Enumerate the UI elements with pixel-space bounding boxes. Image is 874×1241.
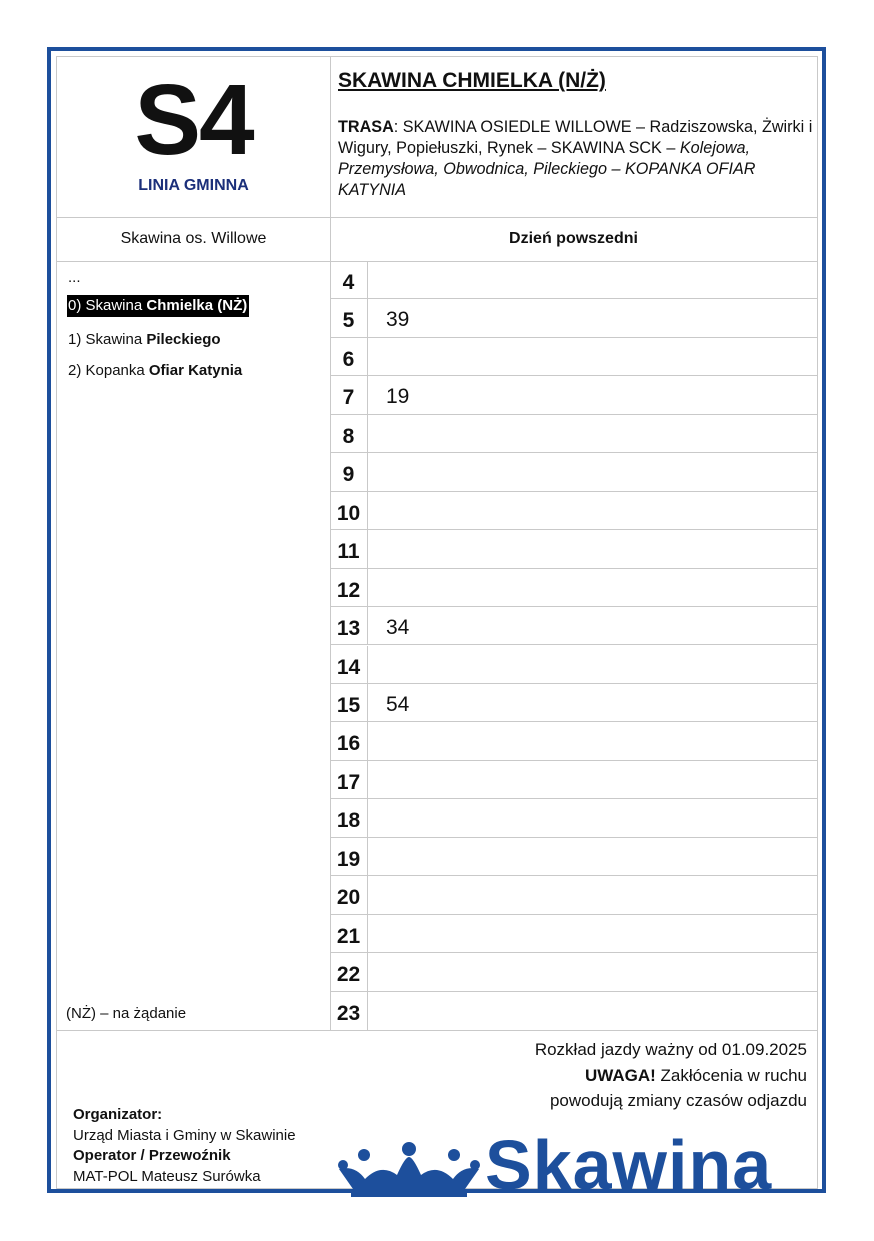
stop-name: Pileckiego <box>146 331 221 348</box>
timetable-row <box>330 799 817 837</box>
operator-name: MAT-POL Mateusz Surówka <box>73 1167 261 1185</box>
timetable-row <box>330 915 817 953</box>
hour-cell: 18 <box>330 799 368 836</box>
timetable-row <box>330 415 817 453</box>
stop-item <box>68 362 242 379</box>
hour-cell: 6 <box>330 338 368 375</box>
stop-item <box>68 331 221 348</box>
departure-table <box>330 261 817 1031</box>
timetable-row <box>330 299 817 337</box>
route-label: TRASA <box>338 118 394 136</box>
logo-text: Skawina <box>485 1126 773 1204</box>
warning-text-2: powodują zmiany czasów odjazdu <box>549 1091 807 1110</box>
timetable-row <box>330 530 817 568</box>
hour-cell: 12 <box>330 569 368 606</box>
minutes-cell: 34 <box>386 616 410 640</box>
validity-notice <box>535 1037 807 1114</box>
hour-cell: 4 <box>330 261 368 298</box>
stops-list <box>57 261 331 1031</box>
hour-cell: 5 <box>330 299 368 336</box>
stop-prefix: 1) Skawina <box>68 331 147 348</box>
operator-label: Operator / Przewoźnik <box>73 1147 231 1164</box>
stop-prefix: 0) Skawina <box>68 297 147 314</box>
day-type: Dzień powszedni <box>330 217 817 262</box>
organizer-label: Organizator: <box>73 1106 163 1123</box>
timetable-row <box>330 338 817 376</box>
minutes-cell: 39 <box>386 308 410 332</box>
hour-cell: 20 <box>330 876 368 913</box>
hour-cell: 9 <box>330 453 368 490</box>
stop-prefix: 2) Kopanka <box>68 362 149 379</box>
hour-cell: 8 <box>330 415 368 452</box>
crown-icon <box>335 1139 485 1199</box>
hour-cell: 10 <box>330 492 368 529</box>
stops-ellipsis: ... <box>68 269 81 286</box>
timetable-row <box>330 646 817 684</box>
stop-name: Ofiar Katynia <box>148 362 243 379</box>
timetable-row <box>330 992 817 1030</box>
timetable-row <box>330 607 817 645</box>
timetable-row <box>330 722 817 760</box>
hour-cell: 21 <box>330 915 368 952</box>
timetable-row <box>330 953 817 991</box>
hour-cell: 22 <box>330 953 368 990</box>
warning-text: Zakłócenia w ruchu <box>655 1065 807 1085</box>
timetable-row <box>330 838 817 876</box>
hour-cell: 14 <box>330 646 368 683</box>
timetable-row <box>330 261 817 299</box>
timetable-frame <box>47 47 826 1204</box>
minutes-cell: 54 <box>386 692 410 716</box>
line-badge <box>57 57 331 218</box>
valid-from: Rozkład jazdy ważny od 01.09.2025 <box>534 1040 807 1059</box>
hour-cell: 7 <box>330 376 368 413</box>
warning-label: UWAGA! <box>584 1065 656 1085</box>
line-type: LINIA GMINNA <box>138 177 249 194</box>
route-text-main: : SKAWINA OSIEDLE WILLOWE – Radziszowska, Żwirki i Wigury, Popiełuszki, Rynek – SKAWINA SCK – <box>338 118 813 157</box>
stop-title: SKAWINA CHMIELKA (N/Ż) <box>338 69 606 92</box>
timetable-row <box>330 761 817 799</box>
hour-cell: 11 <box>330 530 368 567</box>
timetable-row <box>330 876 817 914</box>
hour-cell: 23 <box>330 992 368 1030</box>
route-description <box>338 117 823 201</box>
route-text-italic: Kolejowa, Przemysłowa, Obwodnica, Pileckiego – KOPANKA OFIAR KATYNIA <box>338 139 756 199</box>
skawina-logo <box>335 1126 825 1204</box>
organizer-info <box>73 1105 296 1187</box>
timetable-row <box>330 492 817 530</box>
organizer-name: Urząd Miasta i Gminy w Skawinie <box>73 1126 296 1144</box>
timetable-sheet <box>56 56 818 1204</box>
line-number: S4 <box>134 64 253 176</box>
hour-cell: 15 <box>330 684 368 721</box>
stop-name: Chmielka (NŻ) <box>146 297 248 314</box>
timetable-row <box>330 684 817 722</box>
hour-cell: 13 <box>330 607 368 644</box>
stop-current <box>67 295 249 317</box>
timetable-row <box>330 569 817 607</box>
hour-cell: 19 <box>330 838 368 875</box>
direction-from: Skawina os. Willowe <box>57 217 331 262</box>
timetable-row <box>330 376 817 414</box>
warning-line <box>535 1063 807 1089</box>
hour-cell: 16 <box>330 722 368 759</box>
minutes-cell: 19 <box>386 385 410 409</box>
stops-legend: (NŻ) – na żądanie <box>66 1005 187 1022</box>
timetable-row <box>330 453 817 491</box>
hour-cell: 17 <box>330 761 368 798</box>
stop-header <box>330 57 817 218</box>
